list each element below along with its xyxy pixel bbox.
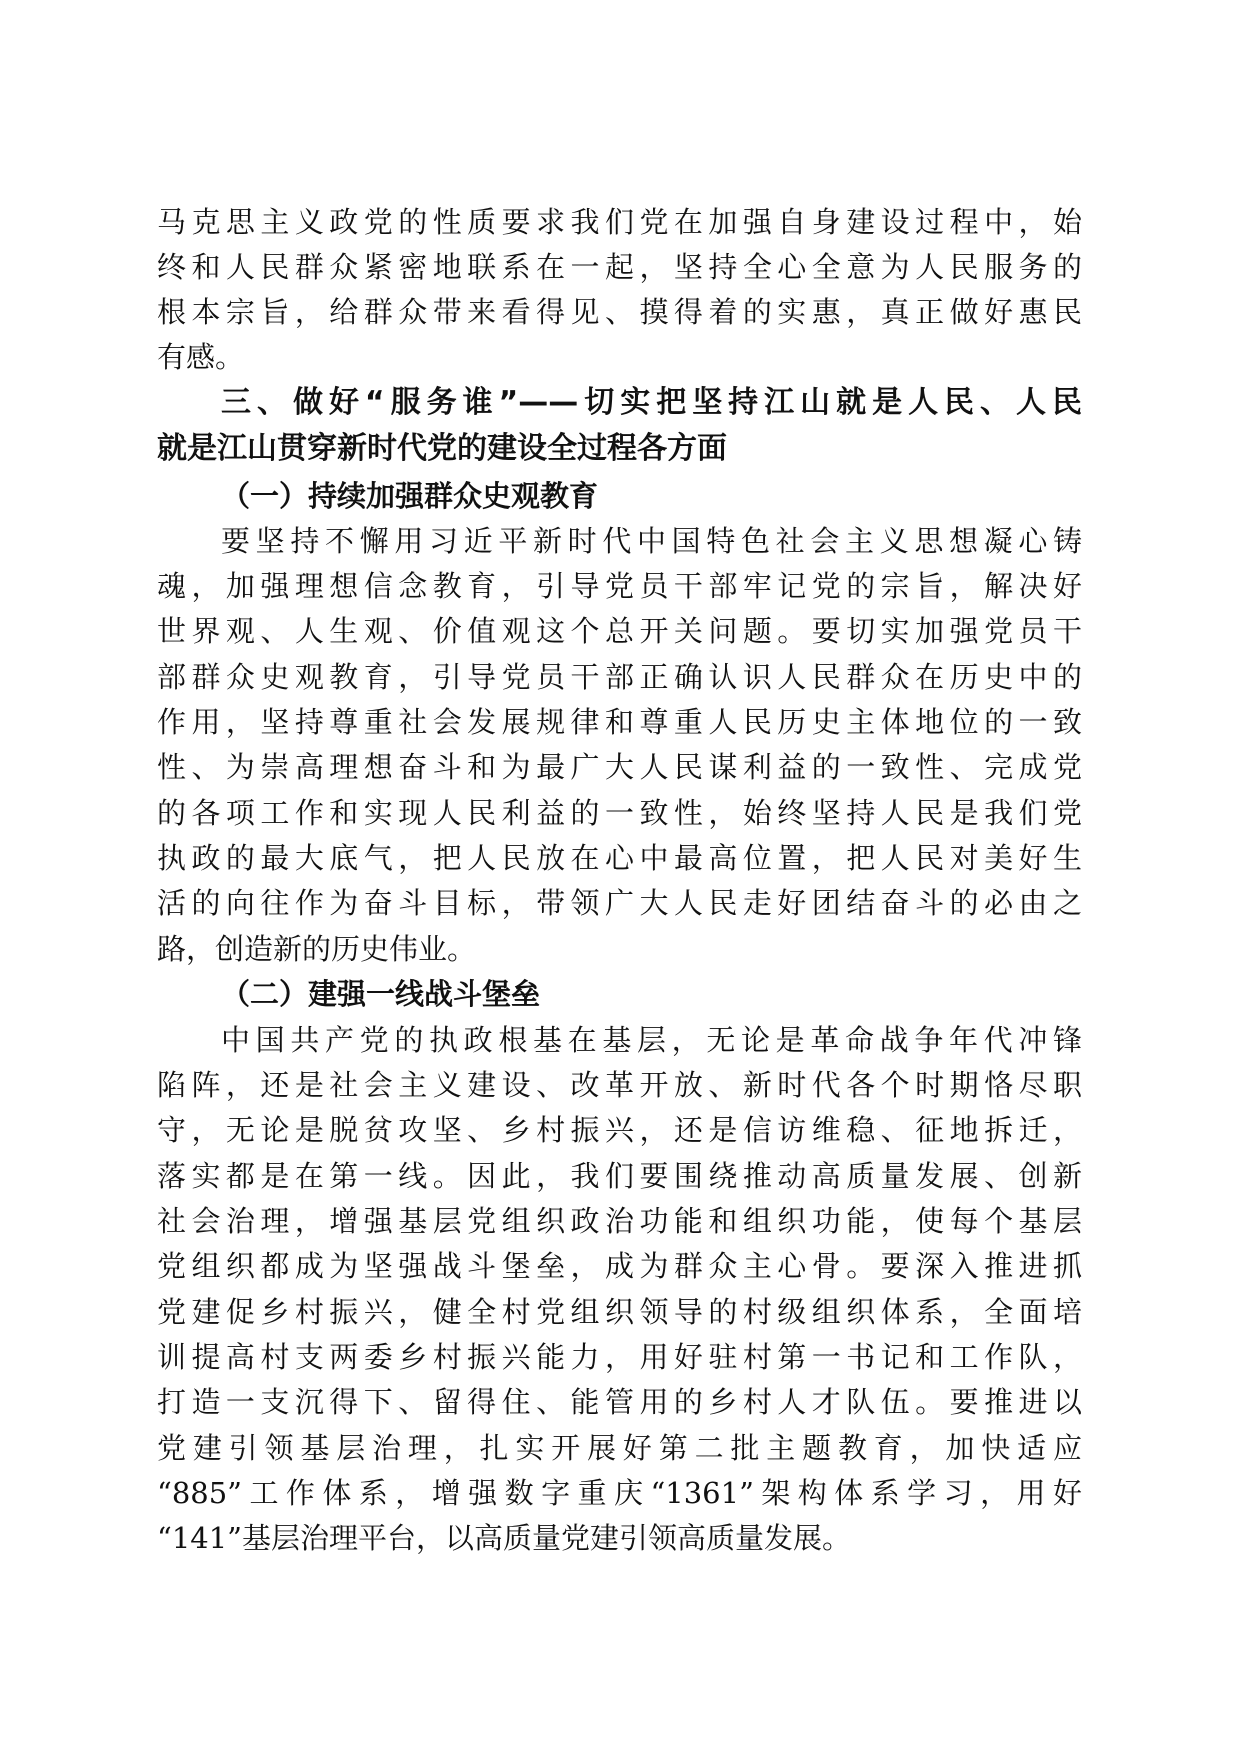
body-line: 训提高村支两委乡村振兴能力，用好驻村第一书记和工作队，	[157, 1340, 1082, 1374]
body-line: 党组织都成为坚强战斗堡垒，成为群众主心骨。要深入推进抓	[157, 1249, 1082, 1283]
body-line: 打造一支沉得下、留得住、能管用的乡村人才队伍。要推进以	[157, 1385, 1082, 1419]
body-line: 魂，加强理想信念教育，引导党员干部牢记党的宗旨，解决好	[157, 569, 1082, 603]
body-line: 世界观、人生观、价值观这个总开关问题。要切实加强党员干	[157, 614, 1082, 648]
body-line: 守，无论是脱贫攻坚、乡村振兴，还是信访维稳、征地拆迁，	[157, 1113, 1082, 1147]
body-line: “141”基层治理平台，以高质量党建引领高质量发展。	[157, 1521, 852, 1555]
section-heading: 就是江山贯穿新时代党的建设全过程各方面	[157, 431, 727, 466]
body-line: 部群众史观教育，引导党员干部正确认识人民群众在历史中的	[157, 660, 1082, 694]
intro-line: 终和人民群众紧密地联系在一起，坚持全心全意为人民服务的	[157, 250, 1082, 284]
body-line: 性、为崇高理想奋斗和为最广大人民谋利益的一致性、完成党	[157, 750, 1082, 784]
body-line: 活的向往作为奋斗目标，带领广大人民走好团结奋斗的必由之	[157, 886, 1082, 920]
body-line: 要坚持不懈用习近平新时代中国特色社会主义思想凝心铸	[221, 524, 1082, 558]
intro-line: 有感。	[157, 340, 245, 374]
body-line: 社会治理，增强基层党组织政治功能和组织功能，使每个基层	[157, 1204, 1082, 1238]
subsection-heading: （二）建强一线战斗堡垒	[221, 977, 541, 1011]
body-line: 执政的最大底气，把人民放在心中最高位置，把人民对美好生	[157, 841, 1082, 875]
body-line: 陷阵，还是社会主义建设、改革开放、新时代各个时期恪尽职	[157, 1068, 1082, 1102]
body-line: 落实都是在第一线。因此，我们要围绕推动高质量发展、创新	[157, 1159, 1082, 1193]
intro-line: 根本宗旨，给群众带来看得见、摸得着的实惠，真正做好惠民	[157, 295, 1082, 329]
body-line: 党建促乡村振兴，健全村党组织领导的村级组织体系，全面培	[157, 1295, 1082, 1329]
intro-line: 马克思主义政党的性质要求我们党在加强自身建设过程中，始	[157, 205, 1082, 239]
body-line: 作用，坚持尊重社会发展规律和尊重人民历史主体地位的一致	[157, 705, 1082, 739]
body-line: 的各项工作和实现人民利益的一致性，始终坚持人民是我们党	[157, 796, 1082, 830]
body-line: 党建引领基层治理，扎实开展好第二批主题教育，加快适应	[157, 1431, 1082, 1465]
body-line: “885”工作体系，增强数字重庆“1361”架构体系学习，用好	[157, 1476, 1082, 1510]
subsection-heading: （一）持续加强群众史观教育	[221, 479, 599, 513]
section-heading: 三、做好“服务谁”——切实把坚持江山就是人民、人民	[221, 385, 1082, 420]
body-line: 路，创造新的历史伟业。	[157, 932, 477, 966]
body-line: 中国共产党的执政根基在基层，无论是革命战争年代冲锋	[221, 1023, 1082, 1057]
